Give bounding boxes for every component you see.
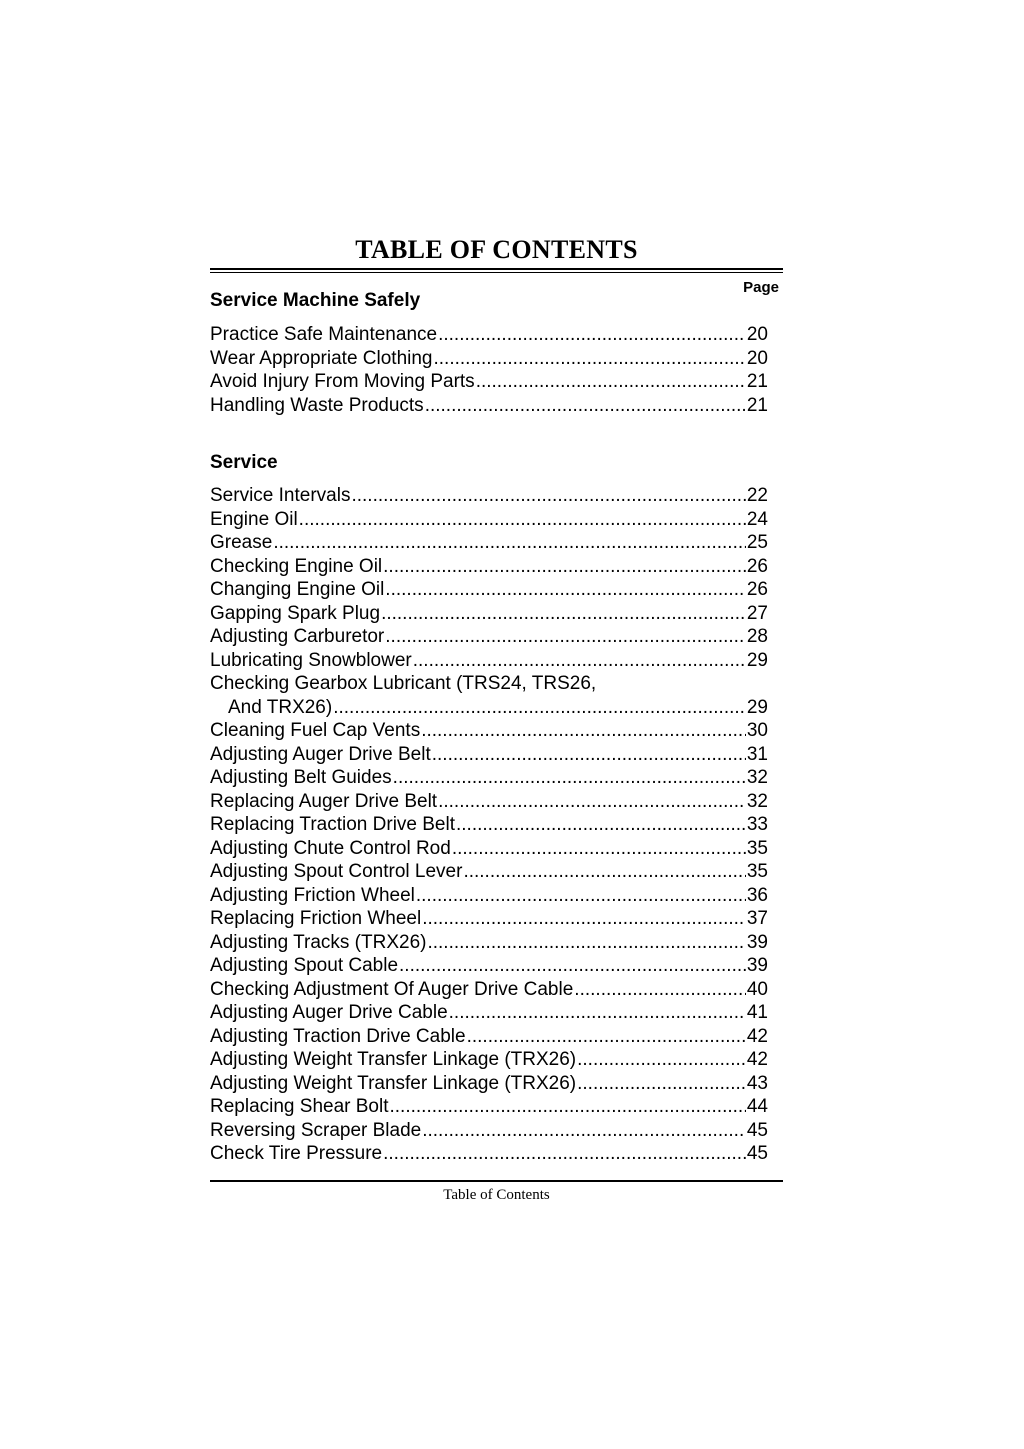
toc-entry-label: Handling Waste Products [210,394,424,416]
dot-leader [273,531,746,555]
page-title: TABLE OF CONTENTS [355,235,638,264]
toc-entry[interactable] [210,602,768,626]
toc-entry[interactable] [210,672,768,696]
toc-entry-label: Adjusting Carburetor [210,626,385,647]
toc-entry-label: Grease [210,532,273,553]
toc-entry[interactable] [210,578,768,602]
dot-leader [449,1001,746,1025]
toc-entry[interactable] [210,1025,768,1049]
toc-entry-page: 30 [746,720,768,741]
dot-leader [383,1142,746,1166]
dot-leader [467,1025,746,1049]
toc-entry-label: Lubricating Snowblower [210,649,412,671]
toc-entry-page: 20 [746,324,768,345]
dot-leader [299,508,746,532]
toc-entry[interactable] [210,347,768,371]
toc-entry[interactable] [210,531,768,555]
dot-leader [413,649,746,673]
toc-entry-label: Engine Oil [210,508,298,530]
toc-entry-label: Adjusting Weight Transfer Linkage (TRX26) [210,1072,577,1094]
toc-list [210,323,768,417]
toc-entry-label: Adjusting Friction Wheel [210,884,415,906]
toc-entry[interactable] [210,719,768,743]
section-heading: Service [210,452,278,473]
toc-entry-page: 44 [746,1096,768,1117]
toc-entry[interactable] [210,625,768,649]
toc-entry[interactable] [210,649,768,673]
dot-leader [476,370,746,394]
toc-entry-label: Checking Engine Oil [210,555,383,577]
dot-leader [432,743,746,767]
toc-entry-page: 45 [746,1143,768,1164]
toc-entry-label: Adjusting Traction Drive Cable [210,1025,466,1047]
toc-entry-page: 35 [746,837,768,859]
toc-entry-page: 37 [746,908,768,929]
toc-entry-page: 35 [746,861,768,882]
toc-entry-page: 29 [746,649,768,671]
toc-entry-page: 27 [746,602,768,624]
toc-entry-page: 24 [746,508,768,530]
toc-entry-label: Adjusting Chute Control Rod [210,837,451,859]
toc-entry[interactable] [210,813,768,837]
toc-entry[interactable] [210,1142,768,1166]
toc-entry-page: 39 [746,955,768,976]
toc-entry[interactable] [210,1072,768,1096]
dot-leader [333,696,746,720]
toc-entry-label: Service Intervals [210,485,351,506]
toc-entry-page: 31 [746,743,768,765]
toc-entry[interactable] [210,555,768,579]
toc-entry[interactable] [210,907,768,931]
toc-entry-label: Replacing Friction Wheel [210,908,422,929]
toc-entry[interactable] [210,837,768,861]
dot-leader [434,347,746,371]
toc-entry-label-continued: And TRX26) [228,696,333,718]
dot-leader [416,884,746,908]
toc-entry-label: Checking Gearbox Lubricant (TRS24, TRS26, [210,673,597,694]
dot-leader [422,907,746,931]
toc-entry-page: 41 [746,1002,768,1023]
toc-entry-page: 29 [746,696,768,718]
dot-leader [438,790,746,814]
toc-entry-page: 21 [746,394,768,416]
toc-entry-label: Adjusting Weight Transfer Linkage (TRX26) [210,1049,577,1070]
title-divider [210,268,783,273]
dot-leader [577,1048,746,1072]
dot-leader [438,323,746,347]
toc-list [210,484,768,1166]
toc-entry-page: 32 [746,790,768,812]
dot-leader [425,394,746,418]
toc-entry-page: 25 [746,532,768,553]
toc-entry-page: 26 [746,555,768,577]
section-heading: Service Machine Safely [210,290,421,311]
toc-entry[interactable] [210,370,768,394]
dot-leader [390,1095,746,1119]
toc-entry-label: Replacing Auger Drive Belt [210,790,438,812]
toc-entry-page: 39 [746,931,768,953]
toc-entry-page: 22 [746,485,768,506]
footer-divider [210,1180,783,1182]
toc-entry[interactable] [210,743,768,767]
toc-entry-label: Avoid Injury From Moving Parts [210,371,475,392]
toc-entry[interactable] [210,954,768,978]
dot-leader [351,484,745,508]
toc-entry-label: Changing Engine Oil [210,579,385,600]
toc-entry-label: Adjusting Tracks (TRX26) [210,931,427,953]
toc-entry[interactable] [210,1119,768,1143]
toc-entry-label: Adjusting Spout Cable [210,955,399,976]
toc-entry-label: Practice Safe Maintenance [210,324,438,345]
dot-leader [385,578,746,602]
toc-entry-continuation[interactable] [210,696,768,720]
dot-leader [383,555,746,579]
dot-leader [577,1072,746,1096]
dot-leader [421,719,746,743]
toc-entry-label: Wear Appropriate Clothing [210,347,433,369]
dot-leader [574,978,746,1002]
toc-entry-label: Adjusting Auger Drive Belt [210,743,431,765]
toc-entry-label: Reversing Scraper Blade [210,1119,422,1141]
toc-entry[interactable] [210,484,768,508]
section-service [210,451,783,1166]
toc-entry[interactable] [210,1001,768,1025]
dot-leader [456,813,746,837]
toc-entry[interactable] [210,978,768,1002]
dot-leader [452,837,746,861]
toc-entry-page: 28 [746,626,768,647]
toc-entry[interactable] [210,790,768,814]
toc-entry-page: 21 [746,371,768,392]
toc-entry[interactable] [210,1095,768,1119]
toc-entry-label: Adjusting Spout Control Lever [210,861,463,882]
dot-leader [393,766,746,790]
section-service-machine-safely [210,289,783,417]
toc-page [210,232,783,1204]
toc-entry-page: 26 [746,579,768,600]
toc-entry[interactable] [210,394,768,418]
dot-leader [381,602,746,626]
dot-leader [422,1119,746,1143]
toc-entry[interactable] [210,884,768,908]
toc-entry-page: 43 [746,1072,768,1094]
toc-entry-page: 42 [746,1025,768,1047]
toc-entry[interactable] [210,766,768,790]
toc-entry-page: 33 [746,814,768,835]
toc-entry-label: Replacing Shear Bolt [210,1096,389,1117]
toc-entry-page: 42 [746,1049,768,1070]
toc-entry[interactable] [210,323,768,347]
toc-entry-label: Gapping Spark Plug [210,602,381,624]
toc-entry-page: 32 [746,767,768,788]
toc-entry-label: Adjusting Belt Guides [210,767,392,788]
toc-entry-page: 40 [746,978,768,1000]
dot-leader [385,625,746,649]
toc-entry-label: Cleaning Fuel Cap Vents [210,720,421,741]
dot-leader [399,954,746,978]
toc-entry-label: Checking Adjustment Of Auger Drive Cable [210,978,574,1000]
dot-leader [427,931,745,955]
page-column-label: Page [743,279,779,296]
dot-leader [463,860,745,884]
toc-entry[interactable] [210,1048,768,1072]
toc-entry[interactable] [210,860,768,884]
toc-entry[interactable] [210,508,768,532]
toc-entry-page: 36 [746,884,768,906]
toc-entry-label: Check Tire Pressure [210,1143,383,1164]
toc-entry-page: 20 [746,347,768,369]
toc-entry-label: Replacing Traction Drive Belt [210,814,455,835]
toc-entry-page: 45 [746,1119,768,1141]
toc-entry-label: Adjusting Auger Drive Cable [210,1002,448,1023]
footer-label: Table of Contents [443,1186,550,1203]
toc-entry[interactable] [210,931,768,955]
